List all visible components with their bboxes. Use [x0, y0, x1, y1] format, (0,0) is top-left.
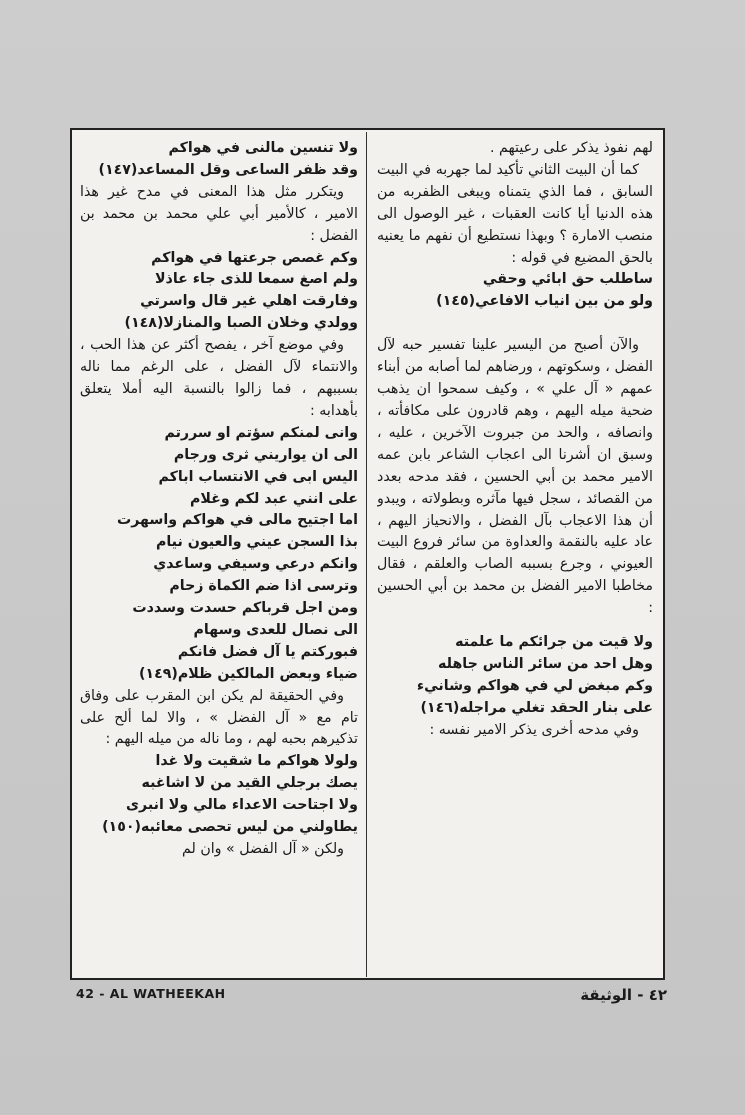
paragraph-spacer [377, 620, 653, 632]
verse-line: يطاولني من ليس تحصى معائبه(١٥٠) [102, 819, 358, 836]
verse-line: وكم غصص جرعتها في هواكم [151, 249, 358, 266]
prose-paragraph: وفي مدحه أخرى يذكر الامير نفسه : [429, 721, 639, 738]
column-divider [366, 132, 367, 977]
verse-line: على انني عبد لكم وغلام [190, 490, 358, 507]
prose-paragraph: وفي الحقيقة لم يكن ابن المقرب على وفاق تام مع « آل الفضل » ، والا لما ألح على تذكيرهم بحبه لهم ، وما ناله من ميله اليهم : [80, 687, 358, 748]
verse-line: ساطلب حق ابائي وحقي [482, 271, 653, 288]
verse-line: ولا تنسين مالنى في هواكم [168, 140, 358, 156]
footer-page-number-arabic: ٤٢ - الوثيقة [580, 986, 667, 1004]
prose-paragraph: والآن أصبح من اليسير علينا تفسير حبه لآل الفضل ، وسكوتهم ، ورضاهم لما أصابه من أبناء عمهم « آل علي » ، وكيف سمحوا ان يذهب ضحية ميله اليهم ، وهم قادرون على مكافأته ، وانصافه ، والحد من جبروت الآخرين ، عليه ، وسبق ان أشرنا الى اعجاب الشاعر بابن عمه الامير محمد بن أبي الحسين ، فقد مدحه بعدد من القصائد ، سجل فيها مآثره وبطولاته ، ويبدو أن هذا الاعجاب بآل الفضل ، والانحياز اليهم ، عاد عليه بالنقمة والعداوة من سائر فروع البيت العيوني ، وجرع بسببه الصاب والعلقم ، فقال مخاطبا الامير الفضل بن محمد بن أبي الحسين : [377, 337, 653, 617]
verse-line: وقد ظفر الساعى وقل المساعد(١٤٧) [98, 161, 358, 178]
prose-paragraph: كما أن البيت الثاني تأكيد لما جهربه في البيت السابق ، فما الذي يتمناه ويبغى الظفربه من هذه الدنيا أيا كانت العقبات ، غير الوصول الى منصب الامارة ؟ وبهذا نستطيع أن نفهم ما يعنيه بالحق المضيع في قوله : [377, 161, 653, 266]
verse-line: يصك برجلي القيد من لا اشاغبه [141, 775, 358, 792]
verse-line: اليس ابى في الانتساب اباكم [158, 468, 358, 485]
prose-paragraph: لهم نفوذ يذكر على رعيتهم . [490, 140, 653, 156]
prose-paragraph: وفي موضع آخر ، يفصح أكثر عن هذا الحب ، والانتماء لآل الفضل ، على الرغم مما ناله بسببهم ، فما زالوا بالنسبة اليه أملا يتعلق بأهدابه : [80, 337, 358, 419]
verse-line: ولم اصغ سمعا للذى جاء عاذلا [154, 271, 358, 288]
verse-line: ومن اجل قرباكم حسدت وسددت [132, 600, 358, 617]
verse-line: وكم مبغض لي في هواكم وشانيء [416, 677, 653, 694]
verse-line: وهل احد من سائر الناس جاهله [438, 655, 653, 672]
paragraph-spacer [377, 313, 653, 335]
verse-line: وانكم درعي وسيفي وساعدي [153, 556, 358, 573]
verse-line: الى نصال للعدى وسهام [193, 621, 358, 638]
verse-line: وترسى اذا ضم الكماة زحام [169, 578, 358, 595]
prose-paragraph: ويتكرر مثل هذا المعنى في مدح غير هذا الامير ، كالأمير أبي علي محمد بن محمد بن الفضل : [80, 183, 358, 244]
verse-line: الى ان يواريني ثرى ورجام [173, 446, 358, 463]
verse-line: ولو من بين انياب الافاعي(١٤٥) [436, 293, 653, 310]
footer-page-number-latin: 42 - AL WATHEEKAH [76, 986, 226, 1001]
verse-line: بذا السجن عيني والعيون نيام [155, 534, 358, 551]
verse-line: فبوركتم يا آل فضل فانكم [177, 643, 358, 660]
verse-line: ولولا هواكم ما شقيت ولا غدا [155, 753, 358, 770]
verse-line: ولا اجتاحت الاعداء مالي ولا انبرى [126, 797, 358, 814]
verse-line: وولدي وخلان الصبا والمنازلا(١٤٨) [124, 315, 358, 332]
verse-line: على بنار الحقد تغلي مراجله(١٤٦) [420, 699, 653, 716]
verse-line: ضياء وبعض المالكين ظلام(١٤٩) [138, 665, 358, 682]
prose-paragraph: ولكن « آل الفضل » وان لم [182, 841, 344, 857]
verse-line: وانى لمنكم سؤتم او سررتم [164, 424, 358, 441]
verse-line: وفارقت اهلي غير قال واسرتي [140, 293, 358, 310]
left-text-column [80, 138, 358, 973]
right-text-column [377, 138, 653, 973]
verse-line: اما اجتيح مالى في هواكم واسهرت [116, 512, 358, 529]
verse-line: ولا قيت من جرائكم ما علمته [455, 634, 653, 651]
